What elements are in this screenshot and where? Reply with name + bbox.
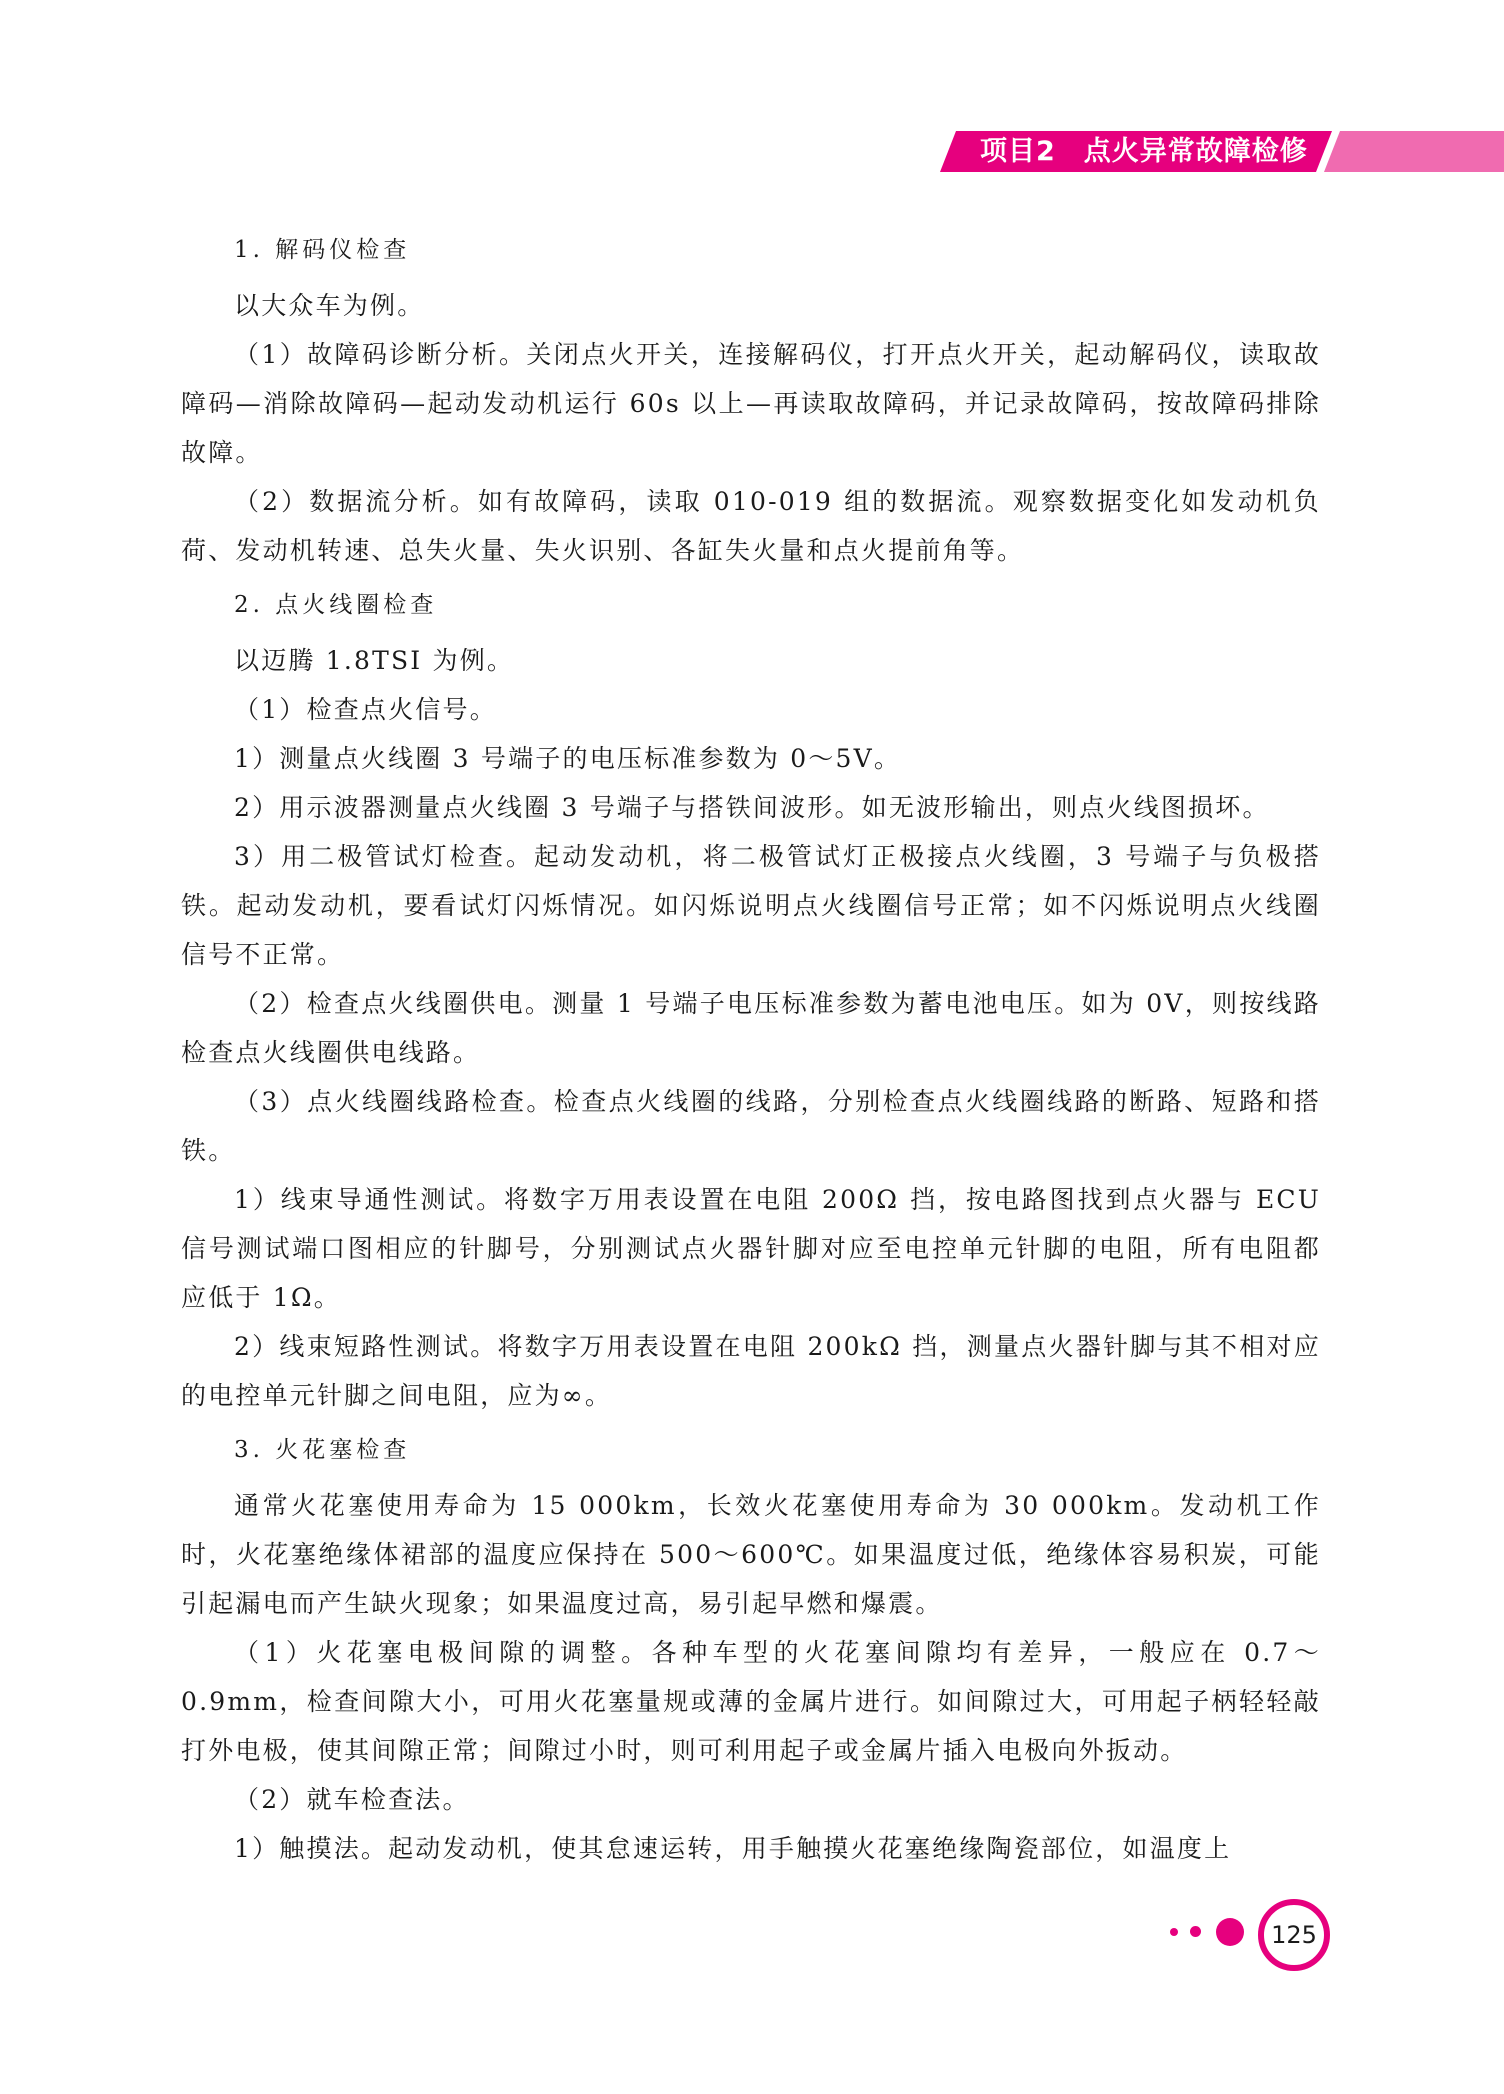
- chapter-title: 点火异常故障检修: [1083, 136, 1308, 167]
- paragraph: 2）用示波器测量点火线圈 3 号端子与搭铁间波形。如无波形输出，则点火线图损坏。: [234, 793, 1270, 822]
- project-label: 项目2: [980, 136, 1056, 167]
- paragraph: 2）线束短路性测试。将数字万用表设置在电阻 200kΩ 挡，测量点火器针脚与其不相对应的电控单元针脚之间电阻，应为∞。: [181, 1332, 1321, 1410]
- page-footer: [1170, 1897, 1340, 1967]
- paragraph: （1）火花塞电极间隙的调整。各种车型的火花塞间隙均有差异，一般应在 0.7～0.9mm，检查间隙大小，可用火花塞量规或薄的金属片进行。如间隙过大，可用起子柄轻轻敲打外电极，使其间隙正常；间隙过小时，则可利用起子或金属片插入电极向外扳动。: [181, 1638, 1321, 1765]
- header-title: [980, 131, 1308, 172]
- paragraph: 1）线束导通性测试。将数字万用表设置在电阻 200Ω 挡，按电路图找到点火器与 ECU 信号测试端口图相应的针脚号，分别测试点火器针脚对应至电控单元针脚的电阻，所有电阻都应低于 1Ω。: [181, 1185, 1321, 1312]
- section-heading-2: 2. 点火线圈检查: [234, 592, 438, 618]
- paragraph: （1）故障码诊断分析。关闭点火开关，连接解码仪，打开点火开关，起动解码仪，读取故障码—消除故障码—起动发动机运行 60s 以上—再读取故障码，并记录故障码，按故障码排除故障。: [181, 340, 1321, 467]
- paragraph: 以大众车为例。: [234, 291, 425, 320]
- decorative-dot-icon: [1190, 1926, 1201, 1937]
- paragraph: 通常火花塞使用寿命为 15 000km，长效火花塞使用寿命为 30 000km。发动机工作时，火花塞绝缘体裙部的温度应保持在 500～600℃。如果温度过低，绝缘体容易积炭，可能引起漏电而产生缺火现象；如果温度过高，易引起早燃和爆震。: [181, 1491, 1321, 1618]
- paragraph: （2）数据流分析。如有故障码，读取 010-019 组的数据流。观察数据变化如发动机负荷、发动机转速、总失火量、失火识别、各缸失火量和点火提前角等。: [181, 487, 1321, 565]
- paragraph: 3）用二极管试灯检查。起动发动机，将二极管试灯正极接点火线圈，3 号端子与负极搭铁。起动发动机，要看试灯闪烁情况。如闪烁说明点火线圈信号正常；如不闪烁说明点火线圈信号不正常。: [181, 842, 1321, 969]
- section-heading-3: 3. 火花塞检查: [234, 1437, 411, 1463]
- paragraph: （2）就车检查法。: [234, 1785, 470, 1814]
- paragraph: 1）测量点火线圈 3 号端子的电压标准参数为 0～5V。: [234, 744, 902, 773]
- paragraph: （3）点火线圈线路检查。检查点火线圈的线路，分别检查点火线圈线路的断路、短路和搭铁。: [181, 1087, 1321, 1165]
- decorative-dot-icon: [1170, 1928, 1178, 1936]
- page-body: [181, 220, 1321, 1873]
- paragraph: （1）检查点火信号。: [234, 695, 497, 724]
- paragraph: （2）检查点火线圈供电。测量 1 号端子电压标准参数为蓄电池电压。如为 0V，则按线路检查点火线圈供电线路。: [181, 989, 1321, 1067]
- paragraph: 以迈腾 1.8TSI 为例。: [234, 646, 515, 675]
- paragraph: 1）触摸法。起动发动机，使其怠速运转，用手触摸火花塞绝缘陶瓷部位，如温度上: [234, 1834, 1232, 1863]
- decorative-dot-icon: [1216, 1918, 1244, 1946]
- section-heading-1: 1. 解码仪检查: [234, 237, 411, 263]
- page-number: 125: [1258, 1899, 1330, 1971]
- chapter-header: [940, 131, 1504, 172]
